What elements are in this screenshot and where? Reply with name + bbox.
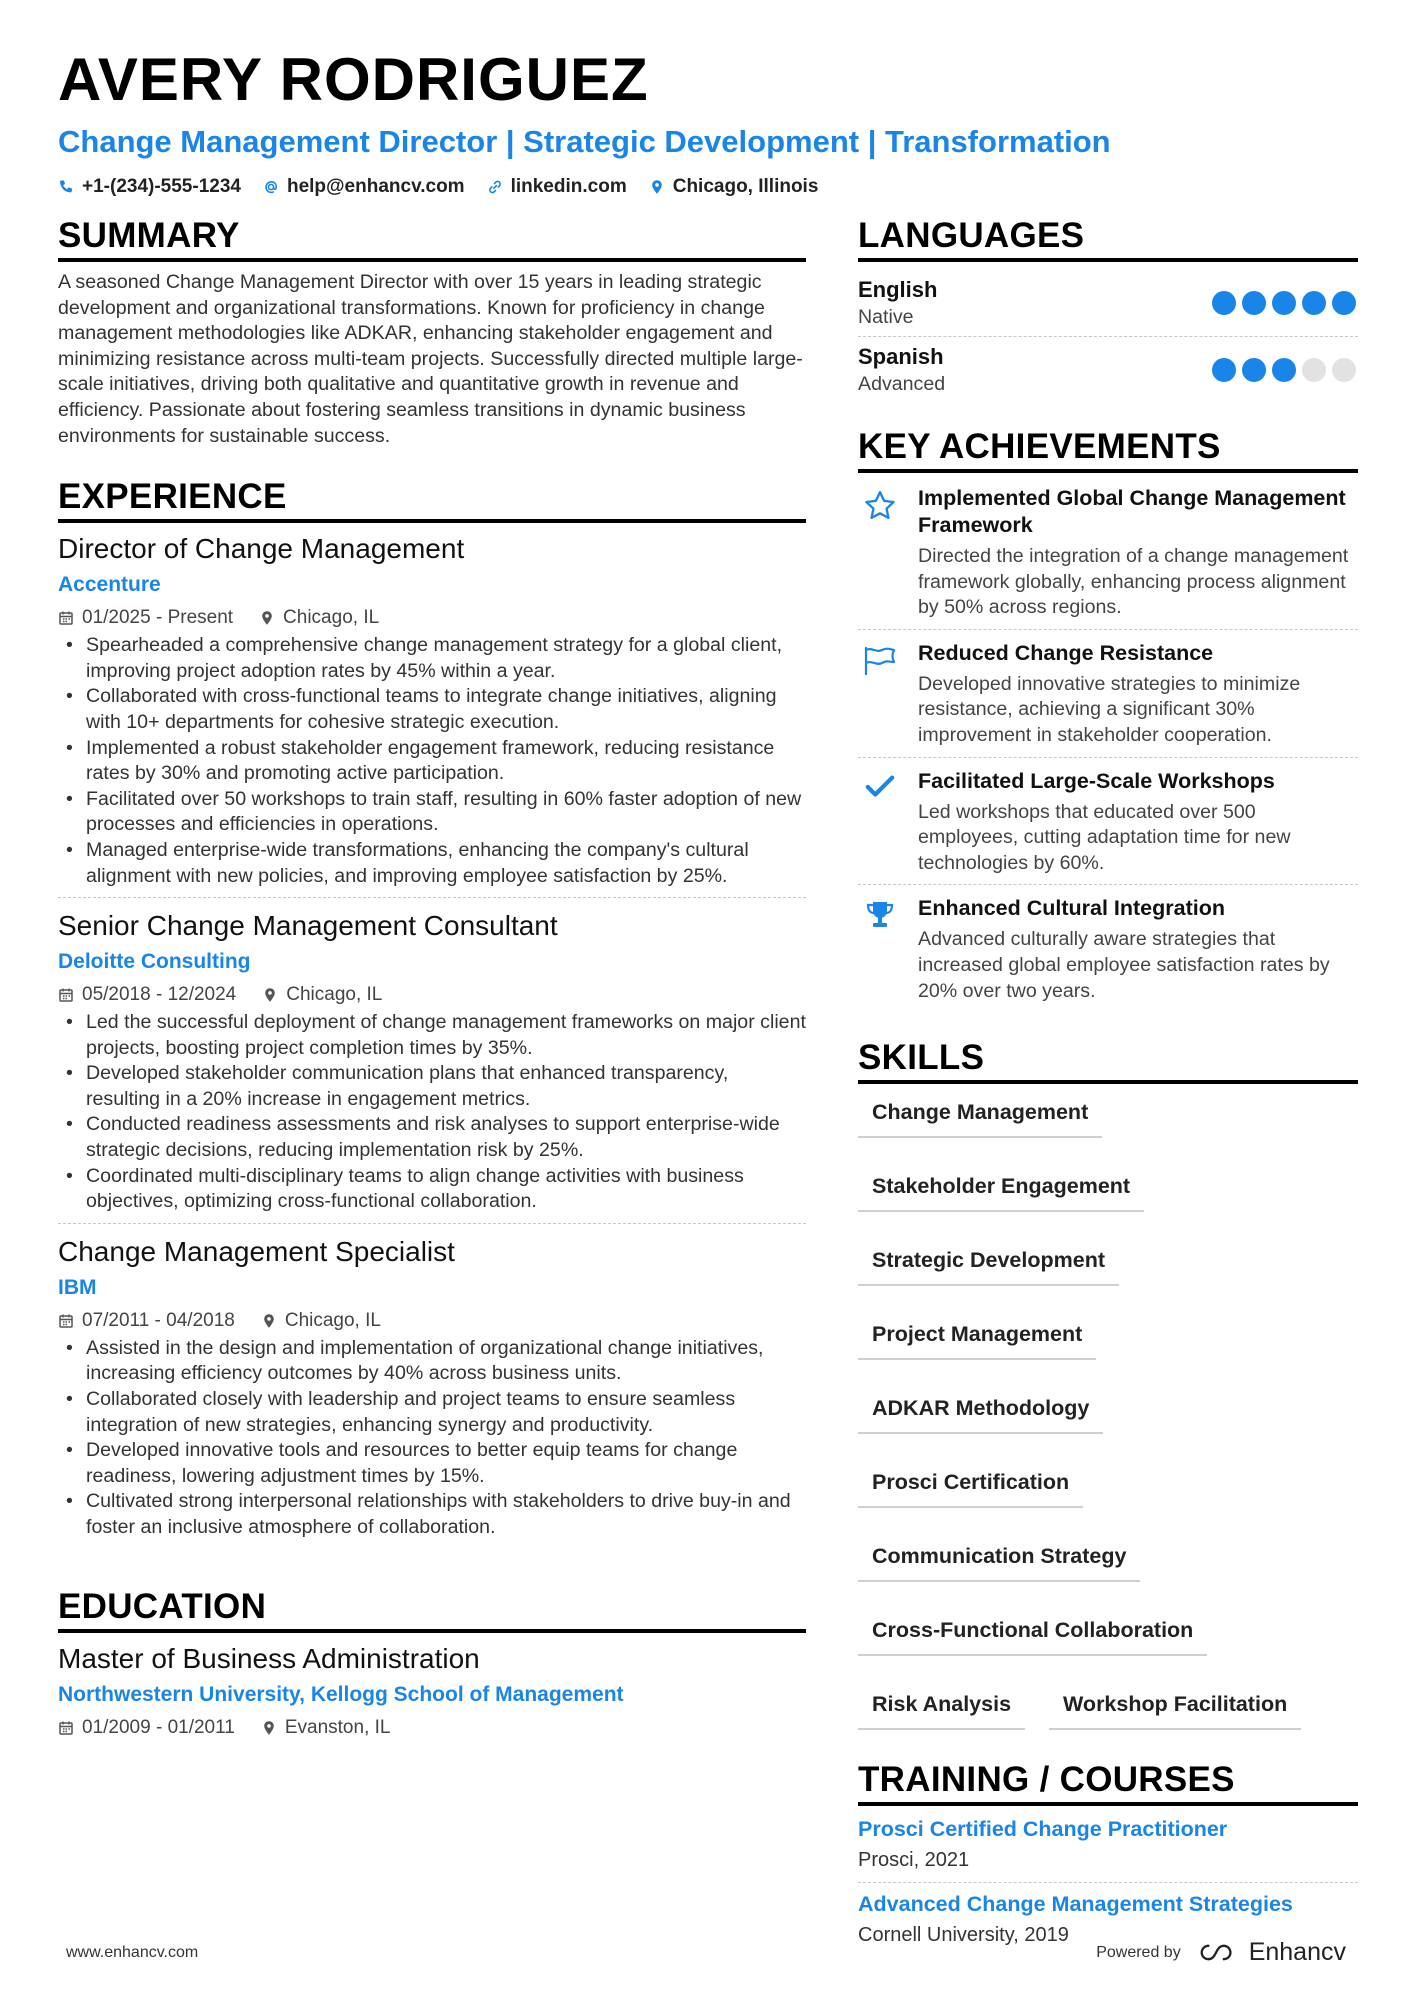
- language-item: [858, 337, 1358, 403]
- map-pin-icon: [261, 1313, 277, 1329]
- achievement-item: [858, 636, 1358, 758]
- job-title: Change Management Specialist: [58, 1235, 455, 1267]
- bullet-item: • Collaborated closely with leadership and project teams to ensure seamless integration of new strategies, enhancing synergy and productivity.: [58, 1387, 806, 1438]
- skill-tag: Workshop Facilitation: [1049, 1684, 1301, 1730]
- school-name: Northwestern University, Kellogg School of Management: [58, 1682, 624, 1706]
- experience-entry: [58, 531, 806, 898]
- achievement-title: Facilitated Large-Scale Workshops: [918, 768, 1275, 793]
- left-column: [58, 214, 806, 1751]
- flag-icon: [858, 640, 902, 749]
- job-location-text: Chicago, IL: [283, 607, 380, 629]
- trophy-icon: [858, 895, 902, 1004]
- language-level: Native: [858, 306, 914, 328]
- bullet-item: • Facilitated over 50 workshops to train staff, resulting in 60% faster adoption of new processes and efficiencies in operations.: [58, 787, 806, 838]
- bullet-item: • Implemented a robust stakeholder engagement framework, reducing resistance rates by 30% and promoting active participation.: [58, 736, 806, 787]
- job-location: [259, 603, 379, 633]
- achievement-desc: Directed the integration of a change management framework globally, enhancing process alignment by 50% across regions.: [918, 545, 1349, 619]
- map-pin-icon: [261, 1720, 277, 1736]
- contact-location: [649, 176, 819, 198]
- map-pin-icon: [262, 987, 278, 1003]
- job-dates: [58, 980, 236, 1010]
- brand-name: Enhancv: [1248, 1938, 1346, 1966]
- candidate-name: AVERY RODRIGUEZ: [58, 46, 649, 113]
- skills-list: [858, 1092, 1358, 1730]
- education-dates: [58, 1713, 235, 1743]
- job-title: Director of Change Management: [58, 533, 465, 565]
- course-provider: Prosci, 2021: [858, 1849, 970, 1872]
- training-section: [858, 1758, 1358, 1957]
- job-location-text: Chicago, IL: [286, 984, 383, 1006]
- contact-bar: [58, 176, 1358, 198]
- calendar-icon: [58, 1313, 74, 1329]
- job-meta: [58, 603, 806, 633]
- bullet-item: • Led the successful deployment of change management frameworks on major client projects, boosting project completion times by 35%.: [58, 1010, 806, 1061]
- job-bullets: [58, 1010, 806, 1215]
- language-level: Advanced: [858, 373, 946, 395]
- skill-tag: Strategic Development: [858, 1240, 1119, 1286]
- job-location: [261, 1306, 381, 1336]
- contact-email[interactable]: [263, 176, 465, 198]
- skill-tag: ADKAR Methodology: [858, 1388, 1103, 1434]
- language-name: Spanish: [858, 344, 944, 369]
- job-dates-text: 05/2018 - 12/2024: [82, 984, 237, 1006]
- contact-phone: [58, 176, 241, 198]
- company-name: Deloitte Consulting: [58, 950, 251, 974]
- degree-title: Master of Business Administration: [58, 1642, 480, 1674]
- job-dates: [58, 603, 233, 633]
- link-icon: [487, 179, 503, 195]
- bullet-item: • Assisted in the design and implementation of organizational change initiatives, increasing efficiency outcomes by 40% across business units.: [58, 1336, 806, 1387]
- map-pin-icon: [649, 179, 665, 195]
- location-text: Chicago, Illinois: [672, 176, 819, 197]
- skills-heading: SKILLS: [858, 1036, 1358, 1084]
- job-location: [262, 980, 382, 1010]
- skill-tag: Communication Strategy: [858, 1536, 1140, 1582]
- achievements-section: [858, 425, 1358, 1012]
- course-title: Advanced Change Management Strategies: [858, 1892, 1293, 1917]
- rating-dot-filled: [1272, 358, 1296, 382]
- achievement-desc: Advanced culturally aware strategies that increased global employee satisfaction rates by 20% over two years.: [918, 928, 1330, 1002]
- powered-by: [1096, 1938, 1346, 1967]
- rating-dot-filled: [1332, 291, 1356, 315]
- job-bullets: [58, 1336, 806, 1541]
- course-item: [858, 1814, 1358, 1883]
- education-heading: EDUCATION: [58, 1585, 806, 1633]
- job-meta: [58, 1306, 806, 1336]
- phone-text: +1-(234)-555-1234: [82, 176, 241, 197]
- rating-dot-empty: [1302, 358, 1326, 382]
- calendar-icon: [58, 1720, 74, 1736]
- contact-linkedin[interactable]: [487, 176, 627, 198]
- achievements-heading: KEY ACHIEVEMENTS: [858, 425, 1358, 473]
- linkedin-text: linkedin.com: [510, 176, 627, 197]
- summary-section: [58, 214, 806, 449]
- rating-dot-filled: [1242, 358, 1266, 382]
- rating-dot-filled: [1212, 358, 1236, 382]
- education-meta: [58, 1713, 806, 1743]
- job-bullets: [58, 633, 806, 889]
- education-dates-text: 01/2009 - 01/2011: [82, 1716, 235, 1738]
- skill-tag: Project Management: [858, 1314, 1096, 1360]
- rating-dot-filled: [1242, 291, 1266, 315]
- experience-entry: [58, 1234, 806, 1549]
- rating-dot-filled: [1212, 291, 1236, 315]
- experience-entry: [58, 908, 806, 1224]
- bullet-item: • Conducted readiness assessments and risk analyses to support enterprise-wide strategic decisions, reducing implementation risk by 25%.: [58, 1112, 806, 1163]
- headline: Change Management Director | Strategic Development | Transformation: [58, 124, 1111, 159]
- job-location-text: Chicago, IL: [284, 1309, 381, 1331]
- course-title: Prosci Certified Change Practitioner: [858, 1817, 1228, 1842]
- achievement-desc: Developed innovative strategies to minimize resistance, achieving a significant 30% improvement in stakeholder cooperation.: [918, 672, 1301, 746]
- page-footer: [66, 1938, 1346, 1967]
- calendar-icon: [58, 987, 74, 1003]
- skill-tag: Risk Analysis: [858, 1684, 1025, 1730]
- achievement-title: Implemented Global Change Management Framework: [918, 486, 1346, 537]
- education-location: [261, 1713, 391, 1743]
- right-column: [858, 214, 1358, 1963]
- rating-dot-filled: [1272, 291, 1296, 315]
- achievement-item: [858, 764, 1358, 886]
- education-section: [58, 1585, 806, 1751]
- skill-tag: Change Management: [858, 1092, 1102, 1138]
- skill-tag: Prosci Certification: [858, 1462, 1083, 1508]
- bullet-item: • Coordinated multi-disciplinary teams to align change activities with business objectives, optimizing cross-functional collaboration.: [58, 1164, 806, 1215]
- summary-heading: SUMMARY: [58, 214, 806, 262]
- rating-dot-filled: [1302, 291, 1326, 315]
- enhancv-logo-icon: [1195, 1941, 1241, 1964]
- email-text: help@enhancv.com: [286, 176, 465, 197]
- at-sign-icon: [263, 179, 279, 195]
- bullet-item: • Collaborated with cross-functional teams to integrate change initiatives, aligning with 10+ departments for cohesive strategic execution.: [58, 684, 806, 735]
- job-dates: [58, 1306, 235, 1336]
- experience-section: [58, 475, 806, 1548]
- job-title: Senior Change Management Consultant: [58, 910, 558, 942]
- powered-by-label: Powered by: [1096, 1943, 1181, 1961]
- skill-tag: Cross-Functional Collaboration: [858, 1610, 1207, 1656]
- achievement-title: Reduced Change Resistance: [918, 640, 1214, 665]
- skills-section: [858, 1036, 1358, 1730]
- summary-text: A seasoned Change Management Director with over 15 years in leading strategic development and organizational transformations. Known for proficiency in change management methodologies like ADKAR, enhancing stakeholder engagement and minimizing resistance across multi-team projects. Successfully directed multiple large-scale initiatives, driving both qualitative and quantitative growth in revenue and efficiency. Passionate about fostering seamless transitions in dynamic business environments for sustainable success.: [58, 271, 803, 447]
- bullet-item: • Cultivated strong interpersonal relationships with stakeholders to drive buy-in and foster an inclusive atmosphere of collaboration.: [58, 1489, 806, 1540]
- languages-section: [858, 214, 1358, 403]
- languages-heading: LANGUAGES: [858, 214, 1358, 262]
- brand-logo: [1195, 1938, 1346, 1967]
- skill-tag: Stakeholder Engagement: [858, 1166, 1144, 1212]
- phone-icon: [58, 179, 74, 195]
- achievement-title: Enhanced Cultural Integration: [918, 896, 1225, 921]
- company-name: IBM: [58, 1275, 97, 1299]
- course-provider: Cornell University, 2019: [858, 1924, 1069, 1947]
- education-location-text: Evanston, IL: [284, 1716, 391, 1738]
- language-rating: [1212, 291, 1356, 315]
- star-icon: [858, 485, 902, 621]
- bullet-item: • Managed enterprise-wide transformations, enhancing the company's cultural alignment with new policies, and improving employee satisfaction by 25%.: [58, 838, 806, 889]
- job-meta: [58, 980, 806, 1010]
- job-dates-text: 01/2025 - Present: [82, 607, 234, 629]
- language-name: English: [858, 277, 938, 302]
- training-heading: TRAINING / COURSES: [858, 1758, 1358, 1806]
- rating-dot-empty: [1332, 358, 1356, 382]
- language-item: [858, 270, 1358, 337]
- map-pin-icon: [259, 610, 275, 626]
- achievement-item: [858, 891, 1358, 1012]
- education-entry: [58, 1641, 806, 1751]
- experience-heading: EXPERIENCE: [58, 475, 806, 523]
- language-rating: [1212, 358, 1356, 382]
- calendar-icon: [58, 610, 74, 626]
- bullet-item: • Developed stakeholder communication plans that enhanced transparency, resulting in a 20% increase in engagement metrics.: [58, 1061, 806, 1112]
- bullet-item: • Spearheaded a comprehensive change management strategy for a global client, improving project adoption rates by 45% within a year.: [58, 633, 806, 684]
- bullet-item: • Developed innovative tools and resources to better equip teams for change readiness, lowering adjustment times by 15%.: [58, 1438, 806, 1489]
- resume-header: [58, 42, 1358, 198]
- achievement-item: [858, 481, 1358, 630]
- company-name: Accenture: [58, 573, 161, 597]
- footer-website[interactable]: www.enhancv.com: [66, 1943, 199, 1961]
- check-icon: [858, 768, 902, 877]
- job-dates-text: 07/2011 - 04/2018: [82, 1309, 235, 1331]
- achievement-desc: Led workshops that educated over 500 employees, cutting adaptation time for new technologies by 60%.: [918, 800, 1291, 874]
